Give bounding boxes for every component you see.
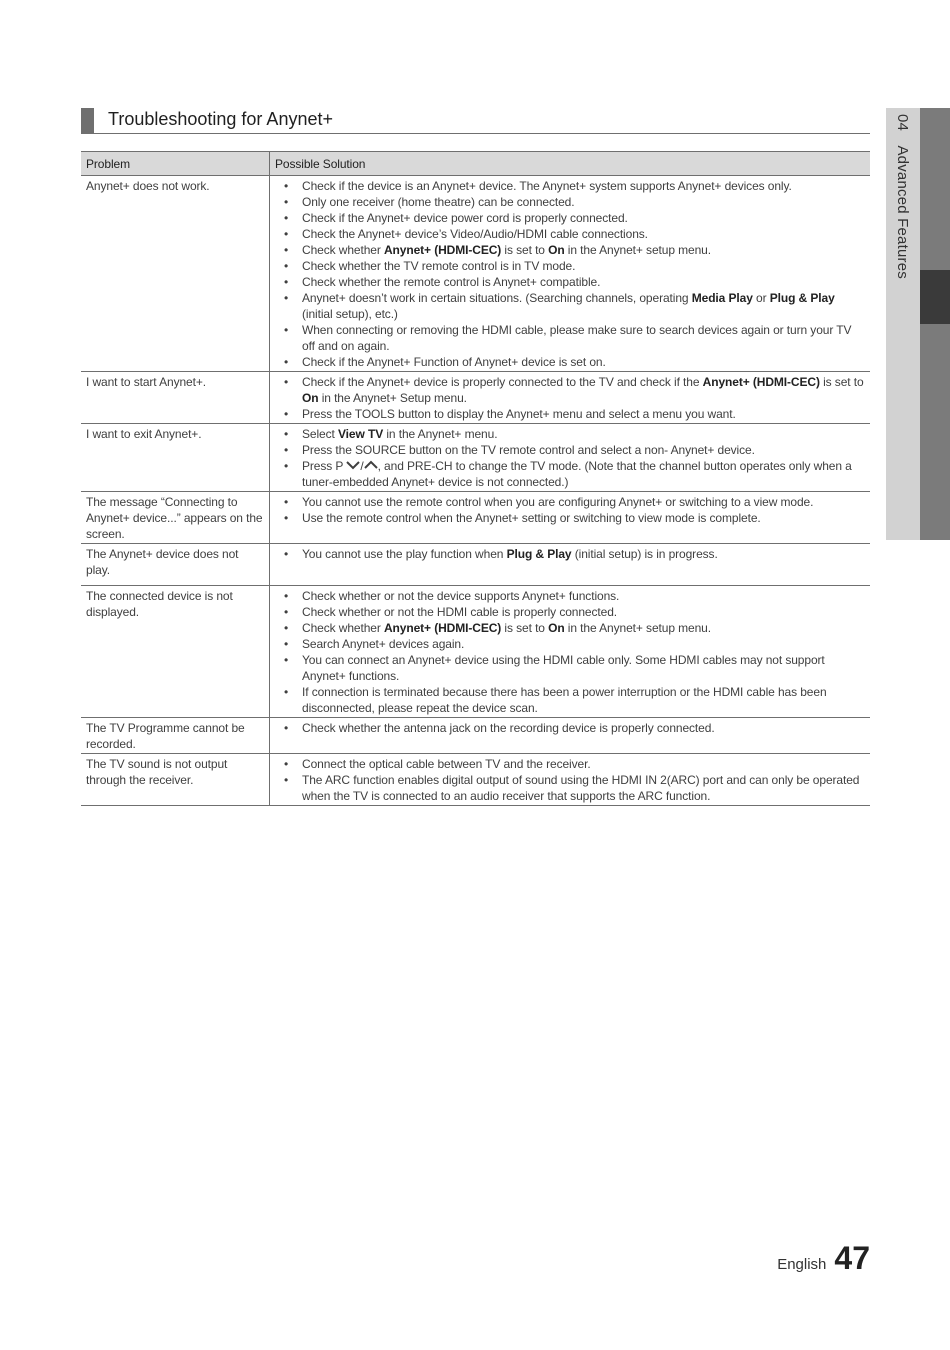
solution-cell	[270, 176, 871, 372]
solution-text: Check if the Anynet+ device power cord is properly connected.	[302, 211, 628, 225]
table-row	[81, 492, 870, 544]
solution-item	[275, 546, 865, 562]
solution-text: or	[752, 291, 770, 305]
solution-text: Check whether the antenna jack on the recording device is properly connected.	[302, 721, 715, 735]
solution-item	[275, 426, 865, 442]
solution-text: You cannot use the play function when	[302, 547, 507, 561]
solution-item	[275, 374, 865, 406]
table-row	[81, 718, 870, 754]
solution-text: Press P	[302, 459, 347, 473]
solution-text: in the Anynet+ menu.	[383, 427, 498, 441]
solution-emphasis: On	[548, 621, 565, 635]
solution-item	[275, 226, 865, 242]
solution-item	[275, 258, 865, 274]
solution-item	[275, 178, 865, 194]
page-number: 47	[834, 1240, 870, 1276]
solution-item	[275, 242, 865, 258]
solution-text: is set to	[501, 243, 549, 257]
chapter-title: Advanced Features	[894, 145, 911, 279]
solution-list	[275, 546, 865, 562]
table-body	[81, 176, 870, 806]
solution-text: in the Anynet+ Setup menu.	[318, 391, 467, 405]
problem-cell: The message “Connecting to Anynet+ device...” appears on the screen.	[81, 492, 270, 544]
solution-emphasis: Anynet+ (HDMI-CEC)	[702, 375, 820, 389]
solution-cell	[270, 372, 871, 424]
section-heading	[81, 108, 870, 134]
table-row	[81, 424, 870, 492]
chapter-number: 04	[894, 114, 911, 132]
table-row	[81, 586, 870, 718]
solution-text: You cannot use the remote control when you are configuring Anynet+ or switching to a view mode.	[302, 495, 814, 509]
solution-item	[275, 636, 865, 652]
solution-text: Check whether or not the HDMI cable is properly connected.	[302, 605, 618, 619]
solution-list	[275, 756, 865, 804]
solution-item	[275, 442, 865, 458]
solution-text: is set to	[501, 621, 549, 635]
solution-text: Search Anynet+ devices again.	[302, 637, 465, 651]
column-header-problem: Problem	[81, 152, 270, 176]
solution-text: (initial setup), etc.)	[302, 307, 398, 321]
heading-marker	[81, 108, 94, 133]
solution-text: /	[360, 459, 364, 473]
solution-text: Select	[302, 427, 338, 441]
solution-text: Check whether	[302, 243, 384, 257]
solution-item	[275, 652, 865, 684]
solution-item	[275, 604, 865, 620]
solution-list	[275, 720, 865, 736]
solution-item	[275, 458, 865, 490]
solution-cell	[270, 492, 871, 544]
solution-item	[275, 274, 865, 290]
solution-text: Check if the device is an Anynet+ device. The Anynet+ system supports Anynet+ devices only.	[302, 179, 792, 193]
chevron-up-icon	[364, 460, 378, 470]
solution-text: Check if the Anynet+ Function of Anynet+ device is set on.	[302, 355, 606, 369]
solution-text: Check whether the remote control is Anynet+ compatible.	[302, 275, 601, 289]
solution-item	[275, 720, 865, 736]
solution-text: Check if the Anynet+ device is properly connected to the TV and check if the	[302, 375, 703, 389]
solution-list	[275, 374, 865, 422]
chevron-down-icon	[346, 460, 360, 470]
solution-cell	[270, 754, 871, 806]
solution-item	[275, 322, 865, 354]
solution-item	[275, 510, 865, 526]
solution-text: (initial setup) is in progress.	[571, 547, 718, 561]
solution-list	[275, 494, 865, 526]
chapter-strip	[920, 108, 950, 540]
problem-cell: The TV Programme cannot be recorded.	[81, 718, 270, 754]
table-row	[81, 176, 870, 372]
solution-item	[275, 588, 865, 604]
problem-cell: I want to exit Anynet+.	[81, 424, 270, 492]
solution-item	[275, 290, 865, 322]
solution-cell	[270, 718, 871, 754]
column-header-solution: Possible Solution	[270, 152, 871, 176]
solution-emphasis: Media Play	[691, 291, 753, 305]
table-row	[81, 544, 870, 586]
problem-cell: The connected device is not displayed.	[81, 586, 270, 718]
solution-text: If connection is terminated because there has been a power interruption or the HDMI cable has been disconnected, please repeat the device scan.	[302, 685, 827, 715]
solution-emphasis: Anynet+ (HDMI-CEC)	[383, 243, 502, 257]
solution-text: Check whether the TV remote control is in TV mode.	[302, 259, 576, 273]
solution-text: in the Anynet+ setup menu.	[564, 243, 711, 257]
chapter-label	[894, 114, 911, 279]
page-footer	[777, 1240, 870, 1277]
problem-cell: Anynet+ does not work.	[81, 176, 270, 372]
problem-cell: The Anynet+ device does not play.	[81, 544, 270, 586]
solution-cell	[270, 586, 871, 718]
solution-emphasis: On	[548, 243, 565, 257]
solution-list	[275, 426, 865, 490]
solution-item	[275, 772, 865, 804]
solution-text: When connecting or removing the HDMI cable, please make sure to search devices again or turn your TV off and on again.	[302, 323, 852, 353]
solution-text: Press the TOOLS button to display the Anynet+ menu and select a menu you want.	[302, 407, 736, 421]
table-row	[81, 754, 870, 806]
solution-item	[275, 194, 865, 210]
solution-text: , and PRE-CH to change the TV mode. (Note that the channel button operates only when a tuner-embedded Anynet+ device is not connected.)	[302, 459, 852, 489]
solution-text: Only one receiver (home theatre) can be connected.	[302, 195, 575, 209]
chapter-strip-highlight	[920, 270, 950, 324]
solution-list	[275, 588, 865, 716]
solution-text: Check whether	[302, 621, 384, 635]
solution-emphasis: Plug & Play	[506, 547, 572, 561]
footer-language: English	[777, 1256, 827, 1273]
solution-item	[275, 354, 865, 370]
solution-list	[275, 178, 865, 370]
solution-text: The ARC function enables digital output of sound using the HDMI IN 2(ARC) port and can only be operated when the TV is connected to an audio receiver that supports the ARC function.	[302, 773, 860, 803]
solution-emphasis: Plug & Play	[769, 291, 835, 305]
solution-text: Check whether or not the device supports Anynet+ functions.	[302, 589, 620, 603]
page-title: Troubleshooting for Anynet+	[108, 109, 333, 129]
troubleshooting-table	[81, 151, 870, 806]
solution-item	[275, 210, 865, 226]
solution-cell	[270, 544, 871, 586]
solution-emphasis: On	[302, 391, 319, 405]
solution-text: Press the SOURCE button on the TV remote control and select a non- Anynet+ device.	[302, 443, 755, 457]
solution-emphasis: View TV	[338, 427, 384, 441]
solution-item	[275, 684, 865, 716]
solution-text: You can connect an Anynet+ device using the HDMI cable only. Some HDMI cables may not support Anynet+ functions.	[302, 653, 825, 683]
solution-item	[275, 494, 865, 510]
solution-cell	[270, 424, 871, 492]
solution-text: Connect the optical cable between TV and the receiver.	[302, 757, 591, 771]
solution-text: Anynet+ doesn’t work in certain situations. (Searching channels, operating	[302, 291, 692, 305]
solution-item	[275, 756, 865, 772]
solution-item	[275, 620, 865, 636]
solution-text: Use the remote control when the Anynet+ setting or switching to view mode is complete.	[302, 511, 761, 525]
solution-text: Check the Anynet+ device’s Video/Audio/HDMI cable connections.	[302, 227, 648, 241]
solution-text: is set to	[819, 375, 864, 389]
solution-item	[275, 406, 865, 422]
table-header-row	[81, 152, 870, 176]
problem-cell: The TV sound is not output through the receiver.	[81, 754, 270, 806]
solution-text: in the Anynet+ setup menu.	[564, 621, 711, 635]
problem-cell: I want to start Anynet+.	[81, 372, 270, 424]
solution-emphasis: Anynet+ (HDMI-CEC)	[383, 621, 502, 635]
table-row	[81, 372, 870, 424]
